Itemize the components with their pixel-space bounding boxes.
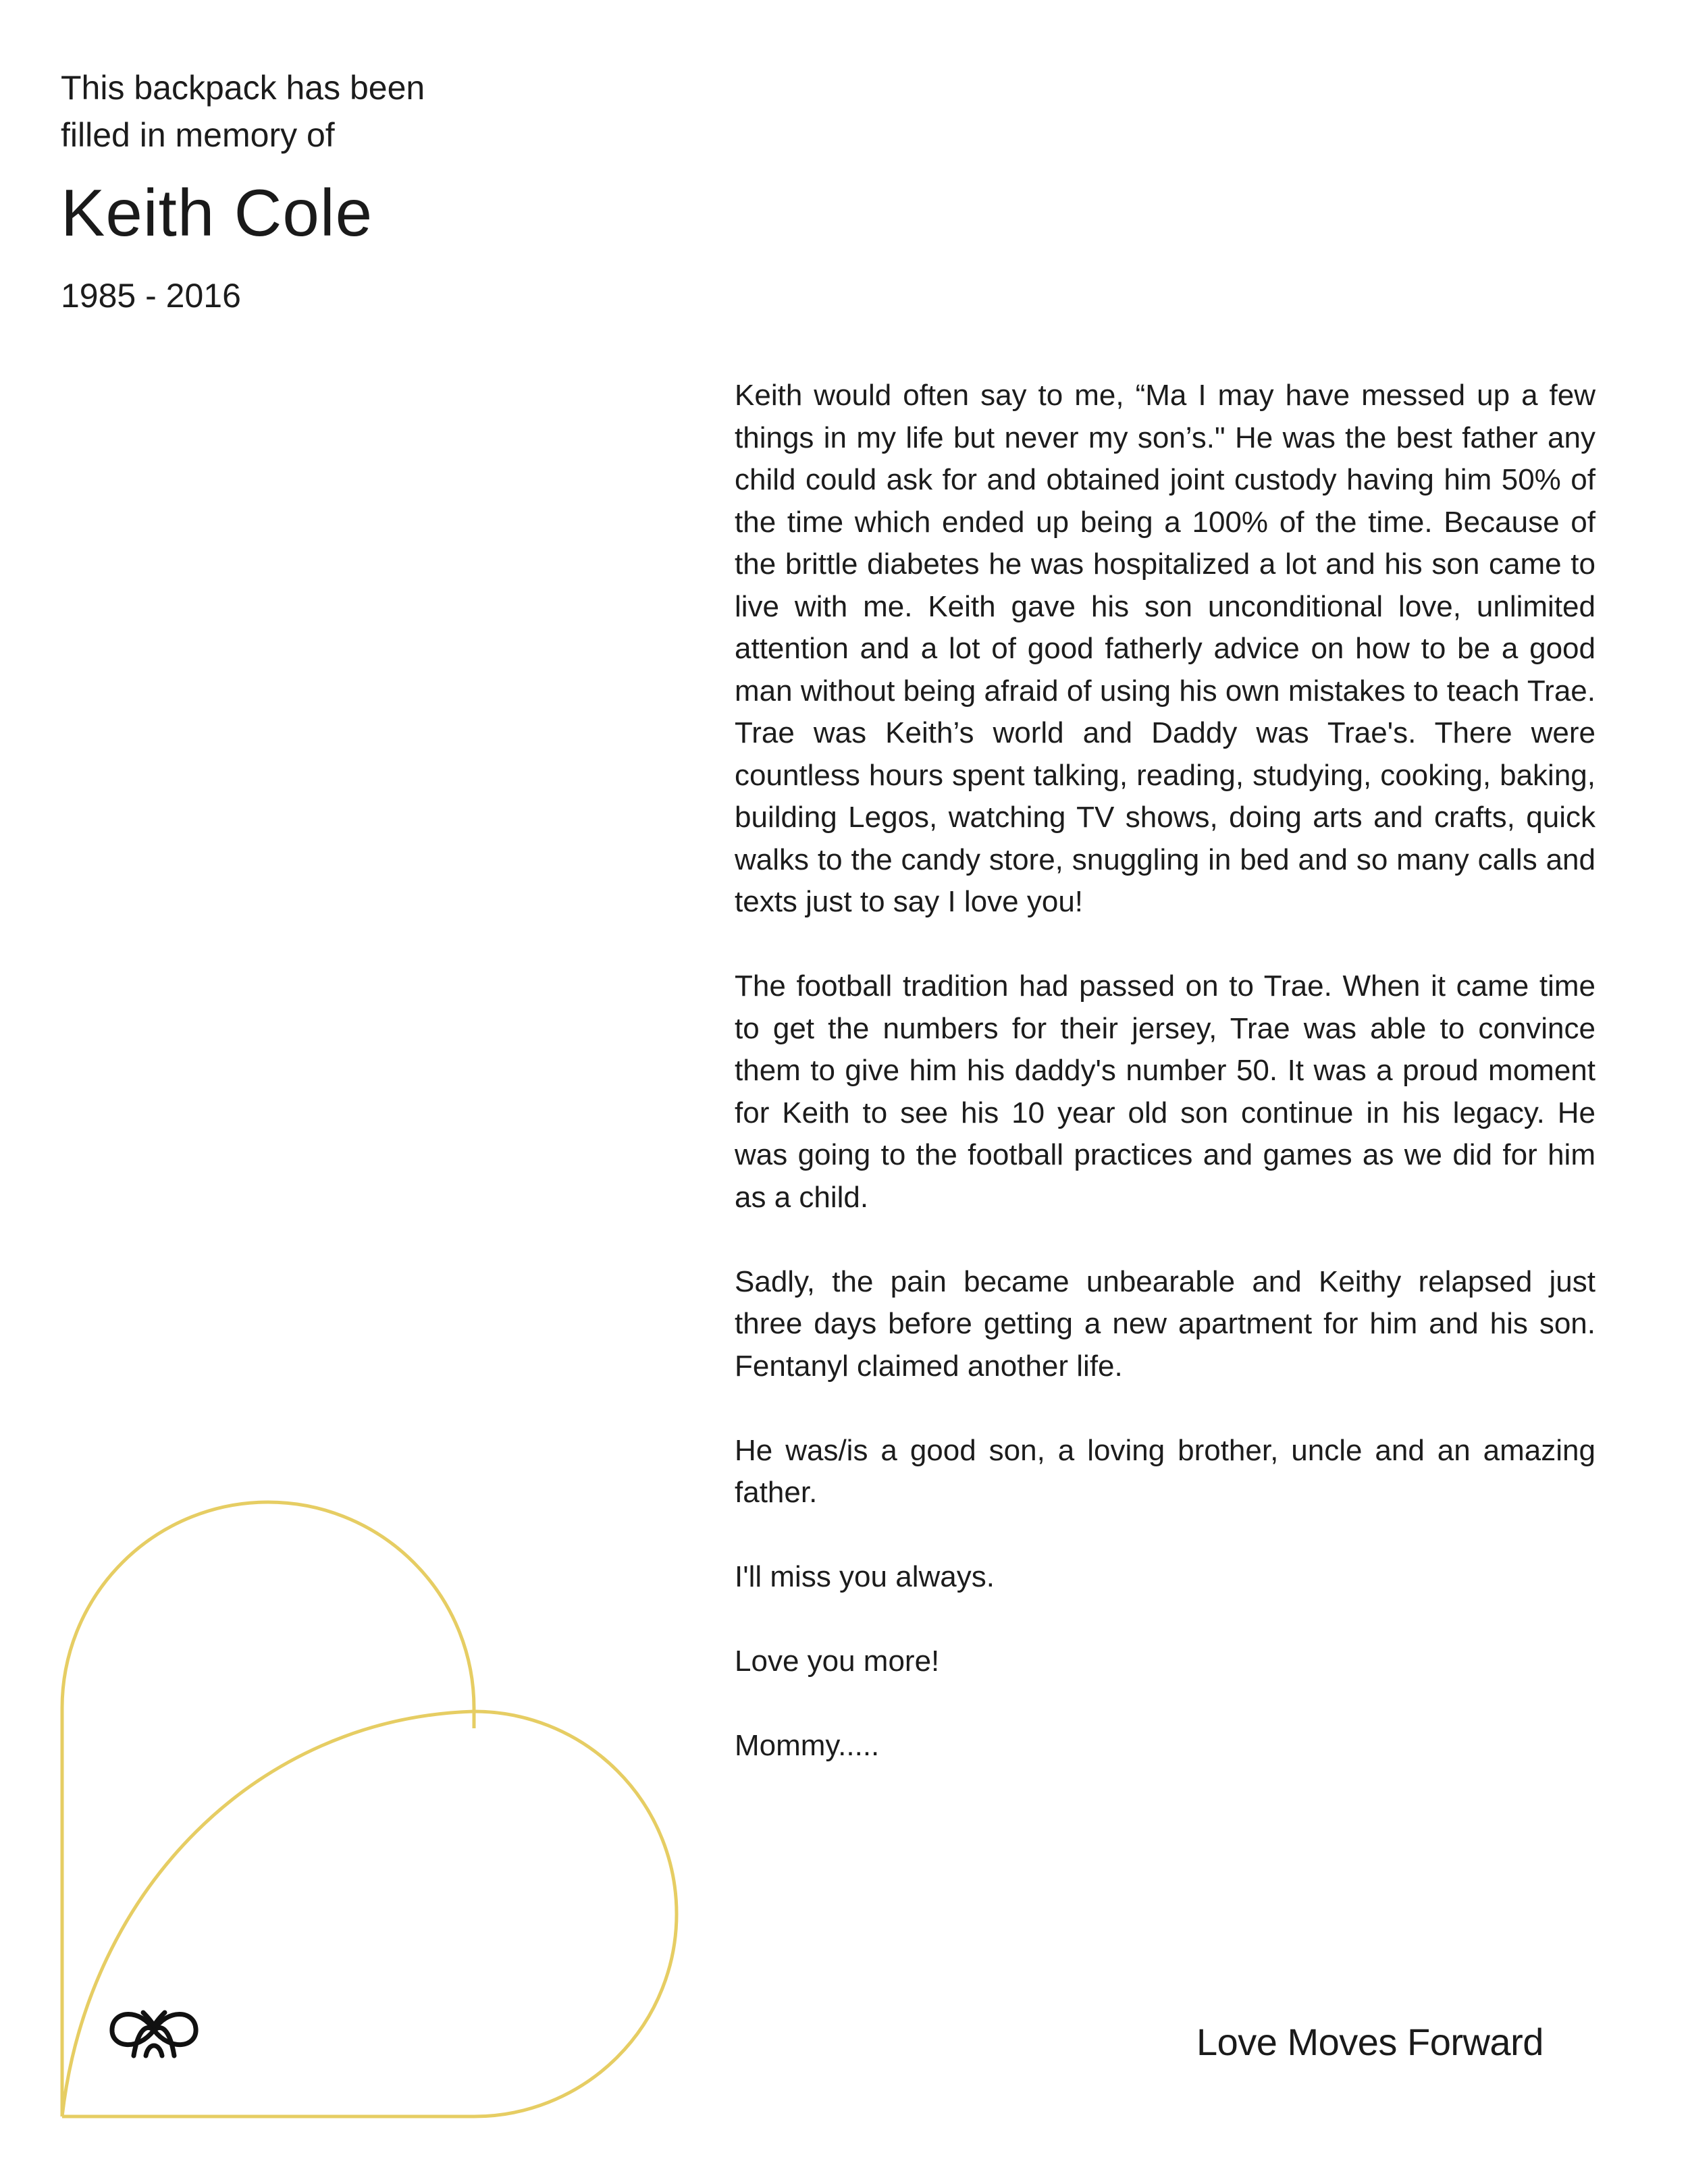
- letter-paragraph-5: I'll miss you always.: [735, 1560, 995, 1593]
- letter-paragraph-6: Love you more!: [735, 1645, 940, 1678]
- bee-logo-icon: [107, 1995, 201, 2062]
- letter-paragraph-2: The football tradition had passed on to Trae. When it came time to get the numbers for their jersey, Trae was able to convince them to give him his daddy's number 50. It was a proud moment for Keith to see his 10 year old son continue in his legacy. He was going to the football practices and games as we did for him as a child.: [735, 969, 1595, 1214]
- intro-line-2: filled in memory of: [61, 116, 335, 154]
- intro-line-1: This backpack has been: [61, 69, 425, 107]
- letter-paragraph-3: Sadly, the pain became unbearable and Keithy relapsed just three days before getting a new apartment for him and his son. Fentanyl claimed another life.: [735, 1264, 1595, 1383]
- letter-paragraph-1: Keith would often say to me, “Ma I may have messed up a few things in my life but never my son’s." He was the best father any child could ask for and obtained joint custody having him 50% of the time which ended up being a 100% of the time. Because of the brittle diabetes he was hospitalized a lot and his son came to live with me. Keith gave his son unconditional love, unlimited attention and a lot of good fatherly advice on how to be a good man without being afraid of using his own mistakes to teach Trae. Trae was Keith’s world and Daddy was Trae's. There were countless hours spent talking, reading, studying, cooking, baking, building Legos, watching TV shows, doing arts and crafts, quick walks to the candy store, snuggling in bed and so many calls and texts just to say I love you!: [735, 379, 1595, 918]
- memorial-name: Keith Cole: [61, 176, 373, 250]
- letter-signature: Mommy.....: [735, 1729, 880, 1762]
- letter-paragraph-4: He was/is a good son, a loving brother, uncle and an amazing father.: [735, 1433, 1595, 1509]
- footer-tagline: Love Moves Forward: [1196, 2021, 1544, 2063]
- memorial-years: 1985 - 2016: [61, 277, 241, 315]
